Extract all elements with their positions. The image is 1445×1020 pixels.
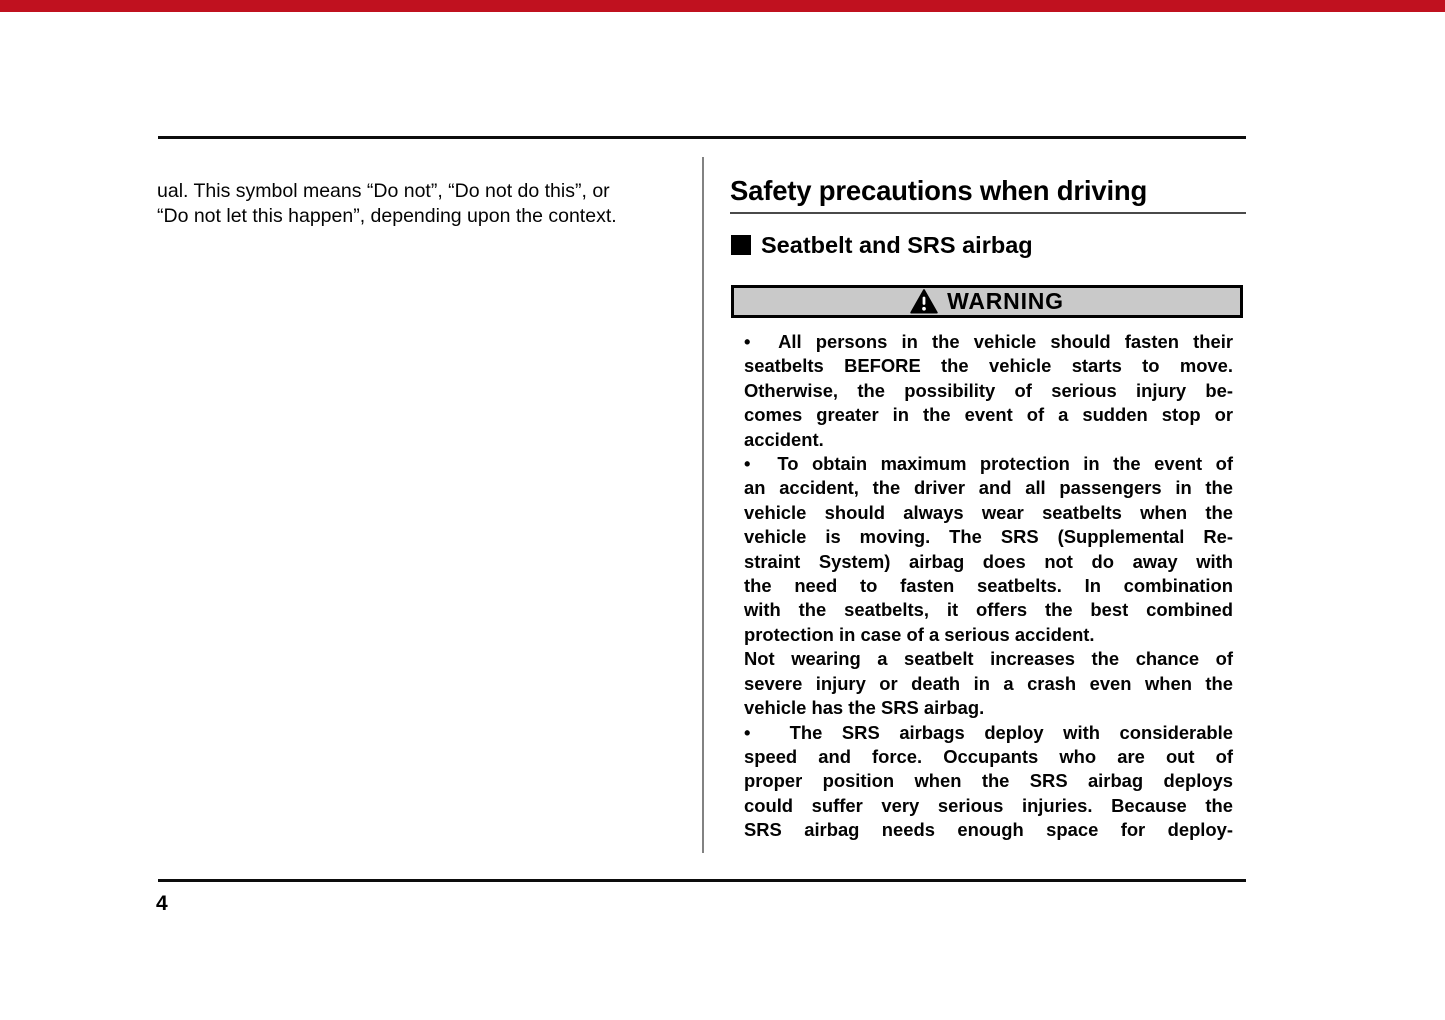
warning-label: WARNING	[947, 288, 1064, 314]
warning-line: an accident, the driver and all passengers in the	[744, 477, 1233, 499]
subsection-title	[731, 231, 1033, 259]
warning-line: vehicle is moving. The SRS (Supplemental Re-	[744, 526, 1233, 548]
warning-line: • All persons in the vehicle should fasten their	[744, 331, 1233, 352]
warning-header	[731, 285, 1243, 318]
warning-line: seatbelts BEFORE the vehicle starts to move.	[744, 355, 1233, 377]
subsection-title-text: Seatbelt and SRS airbag	[761, 232, 1033, 258]
warning-line: • The SRS airbags deploy with considerable	[744, 721, 1233, 743]
warning-triangle-icon	[910, 289, 938, 314]
warning-line: protection in case of a serious accident.	[744, 623, 1095, 645]
warning-paragraph	[744, 452, 1233, 647]
warning-line: straint System) airbag does not do away with	[744, 550, 1233, 572]
warning-line: vehicle should always wear seatbelts when the	[744, 501, 1233, 523]
top-rule	[158, 136, 1246, 139]
warning-line: SRS airbag needs enough space for deploy-	[744, 819, 1233, 841]
warning-paragraph	[744, 721, 1233, 843]
warning-line: could suffer very serious injuries. Because the	[744, 794, 1233, 816]
section-title: Safety precautions when driving	[730, 175, 1148, 206]
warning-line: severe injury or death in a crash even when the	[744, 672, 1233, 694]
warning-paragraph	[744, 330, 1233, 452]
left-column-line: ual. This symbol means “Do not”, “Do not do this”, or	[157, 180, 610, 202]
warning-line: vehicle has the SRS airbag.	[744, 697, 985, 719]
section-title-rule	[730, 212, 1246, 214]
column-divider	[702, 157, 704, 853]
warning-line: the need to fasten seatbelts. In combination	[744, 575, 1233, 597]
page-number: 4	[156, 892, 168, 915]
top-accent-bar	[0, 0, 1445, 12]
square-bullet-icon	[731, 235, 751, 255]
warning-line: accident.	[744, 428, 824, 450]
left-column-text	[157, 179, 702, 228]
warning-line: proper position when the SRS airbag deploys	[744, 770, 1233, 792]
warning-body	[744, 330, 1233, 843]
warning-line: with the seatbelts, it offers the best combined	[744, 599, 1233, 621]
warning-line: Not wearing a seatbelt increases the chance of	[744, 648, 1233, 670]
bottom-rule	[158, 879, 1246, 882]
warning-line: • To obtain maximum protection in the event of	[744, 453, 1233, 475]
warning-line: comes greater in the event of a sudden stop or	[744, 404, 1233, 426]
left-column-line: “Do not let this happen”, depending upon the context.	[157, 204, 617, 227]
warning-paragraph	[744, 647, 1233, 720]
warning-line: Otherwise, the possibility of serious injury be-	[744, 379, 1233, 401]
warning-line: speed and force. Occupants who are out of	[744, 745, 1233, 767]
